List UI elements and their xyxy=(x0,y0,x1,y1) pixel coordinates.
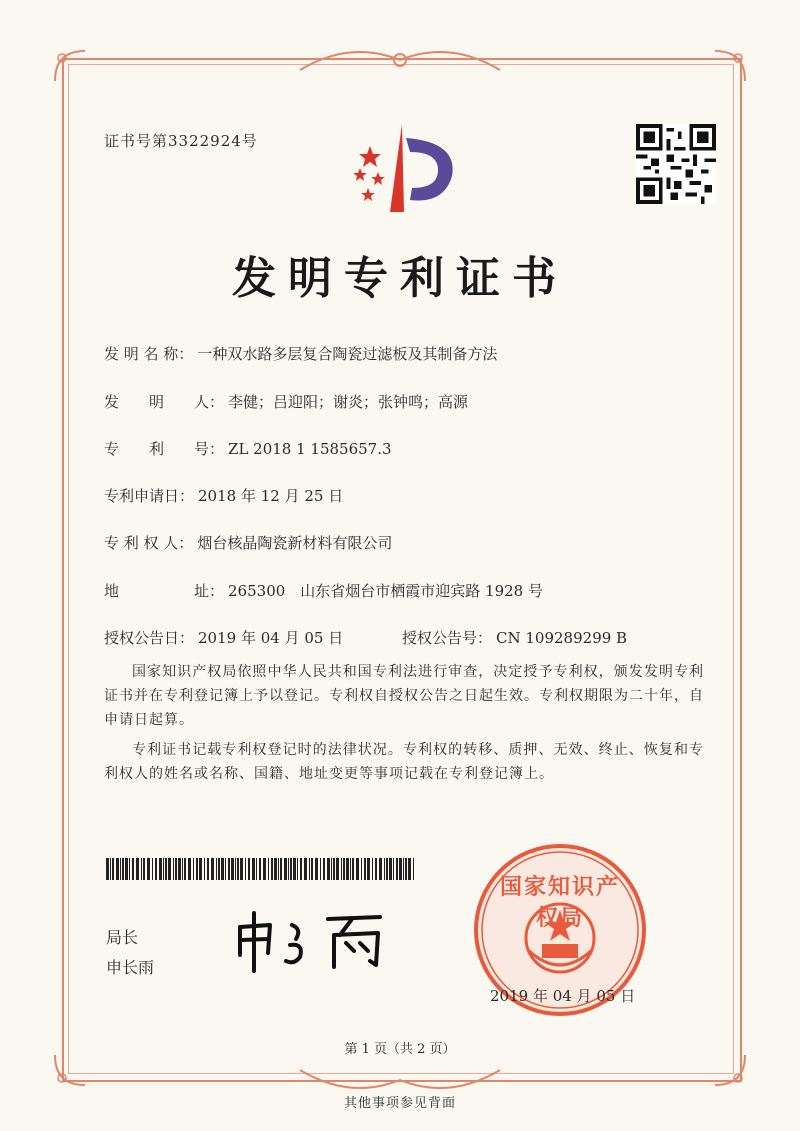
barcode-icon xyxy=(106,858,416,880)
field-grant-number xyxy=(402,627,627,648)
notice-paragraph: 国家知识产权局依照中华人民共和国专利法进行审查，决定授予专利权，颁发发明专利证书并在专利登记簿上予以登记。专利权自授权公告之日起生效。专利权期限为二十年，自申请日起算。 xyxy=(104,664,704,728)
field-application-date xyxy=(104,485,343,506)
signature-icon xyxy=(230,905,410,975)
field-patentee xyxy=(104,532,392,553)
footer-note: 其他事项参见背面 xyxy=(343,1096,456,1111)
field-label: 授权公告日： xyxy=(104,629,195,647)
field-grant-date xyxy=(104,627,343,648)
field-label: 发 明 名 称： xyxy=(104,345,194,363)
director-name: 申长雨 xyxy=(106,958,155,977)
ornament-icon xyxy=(290,40,510,80)
field-address xyxy=(104,580,543,601)
ornament-icon xyxy=(50,46,90,86)
field-value: 2018 年 12 月 25 日 xyxy=(198,487,344,505)
field-value: 一种双水路多层复合陶瓷过滤板及其制备方法 xyxy=(197,345,498,363)
page-number: 第 1 页（共 2 页） xyxy=(344,1042,456,1057)
field-value: 李健；吕迎阳；谢炎；张钟鸣；高源 xyxy=(228,393,469,411)
field-label: 发 明 人： xyxy=(104,393,225,411)
certificate-number: 证书号第3322924号 xyxy=(104,132,258,150)
seal-text: 国家知识产权局 xyxy=(499,874,620,931)
patent-office-logo-icon xyxy=(340,118,460,218)
field-value: 265300 山东省烟台市栖霞市迎宾路 1928 号 xyxy=(228,582,543,600)
qr-code-icon xyxy=(636,124,716,204)
field-value: 烟台核晶陶瓷新材料有限公司 xyxy=(197,534,393,552)
field-value: CN 109289299 B xyxy=(496,629,628,647)
field-patent-number xyxy=(104,438,392,459)
field-label: 地 址： xyxy=(104,582,225,600)
notice-text xyxy=(104,660,704,786)
field-label: 专利申请日： xyxy=(104,487,195,505)
ornament-icon xyxy=(710,46,750,86)
field-inventors xyxy=(104,391,468,412)
seal-date: 2019 年 04 月 05 日 xyxy=(490,987,636,1005)
field-label: 专 利 权 人： xyxy=(104,534,194,552)
field-label: 专 利 号： xyxy=(104,440,225,458)
field-value: 2019 年 04 月 05 日 xyxy=(198,629,344,647)
field-value: ZL 2018 1 1585657.3 xyxy=(228,440,392,458)
notice-paragraph: 专利证书记载专利权登记时的法律状况。专利权的转移、质押、无效、终止、恢复和专利权人的姓名或名称、国籍、地址变更等事项记载在专利登记簿上。 xyxy=(104,742,704,782)
field-label: 授权公告号： xyxy=(402,629,493,647)
certificate-title: 发明专利证书 xyxy=(232,253,568,304)
director-title: 局长 xyxy=(106,928,139,947)
field-invention-name xyxy=(104,343,497,364)
